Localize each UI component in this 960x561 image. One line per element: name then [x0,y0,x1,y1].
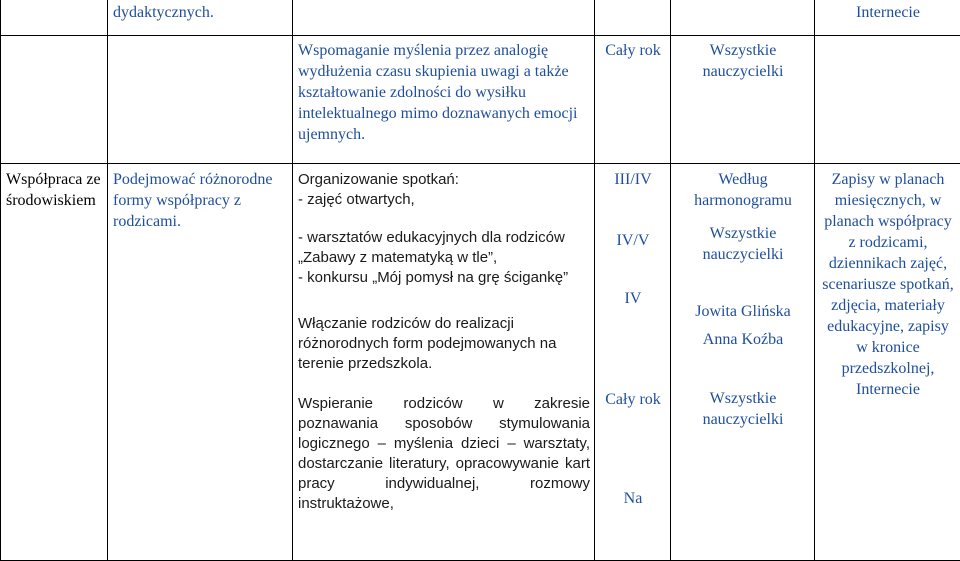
cell-term-empty [595,0,671,36]
cell-goal-cont [108,0,293,36]
cell-area-empty [1,0,108,36]
task-line: - konkursu „Mój pomysł na grę ścigankę” [298,268,590,288]
cell-term [595,36,671,164]
table-row [1,164,960,561]
goal-text: dydaktycznych. [108,0,292,23]
term-text: Na [600,488,666,509]
task-line: Organizowanie spotkań: [298,170,590,190]
cell-area [1,164,108,561]
table-row [1,0,960,36]
task-paragraph: Wspieranie rodziców w zakresie poznawania sposobów stymulowania logicznego – myślenia dzieci – warsztaty, dostarczanie literatury, opracowywanie kart pracy indywidualnej, rozmowy instruktażowe, [298,394,590,514]
term-text: Cały rok [600,389,666,410]
task-line: - zajęć otwartych, [298,190,590,210]
cell-goal-empty [108,36,293,164]
cell-person-empty [671,0,815,36]
person-text: Jowita Glińska [676,301,810,322]
person-text: Według harmonogramu [676,169,810,211]
cell-task-empty [293,0,595,36]
cell-evaluation-cont [815,0,960,36]
cell-evaluation [815,164,960,561]
person-text: Anna Koźba [676,329,810,350]
term-text: IV/V [600,230,666,251]
term-text: IV [600,288,666,309]
task-paragraph: Włączanie rodziców do realizacji różnorodnych form podejmowanych na terenie przedszkola. [298,314,590,374]
person-text: Wszystkie nauczycielki [676,223,810,265]
evaluation-text: Zapisy w planach miesięcznych, w planach współpracy z rodzicami, dziennikach zajęć, scenariusze spotkań, zdjęcia, materiały edukacyjne, zapisy w kronice przedszkolnej, Internecie [815,164,960,400]
task-line: - warsztatów edukacyjnych dla rodziców „Zabawy z matematyką w tle”, [298,228,590,268]
table-row [1,36,960,164]
term-text: Cały rok [595,36,670,61]
cell-task [293,36,595,164]
person-text: Wszystkie nauczycielki [671,36,814,82]
task-text: Wspomaganie myślenia przez analogię wydłużenia czasu skupienia uwagi a także kształtowanie zdolności do wysiłku intelektualnego mimo doznawanych emocji ujemnych. [293,36,594,145]
goal-text: Podejmować różnorodne formy współpracy z rodzicami. [108,164,292,232]
cell-evaluation-empty [815,36,960,164]
cell-term [595,164,671,561]
cell-person [671,164,815,561]
cell-goal [108,164,293,561]
cell-task [293,164,595,561]
person-text: Wszystkie nauczycielki [676,388,810,430]
term-text: III/IV [600,169,666,190]
area-text: Współpraca ze środowiskiem [1,164,107,211]
evaluation-text: Internecie [815,0,960,23]
cell-area-empty [1,36,108,164]
cell-person [671,36,815,164]
